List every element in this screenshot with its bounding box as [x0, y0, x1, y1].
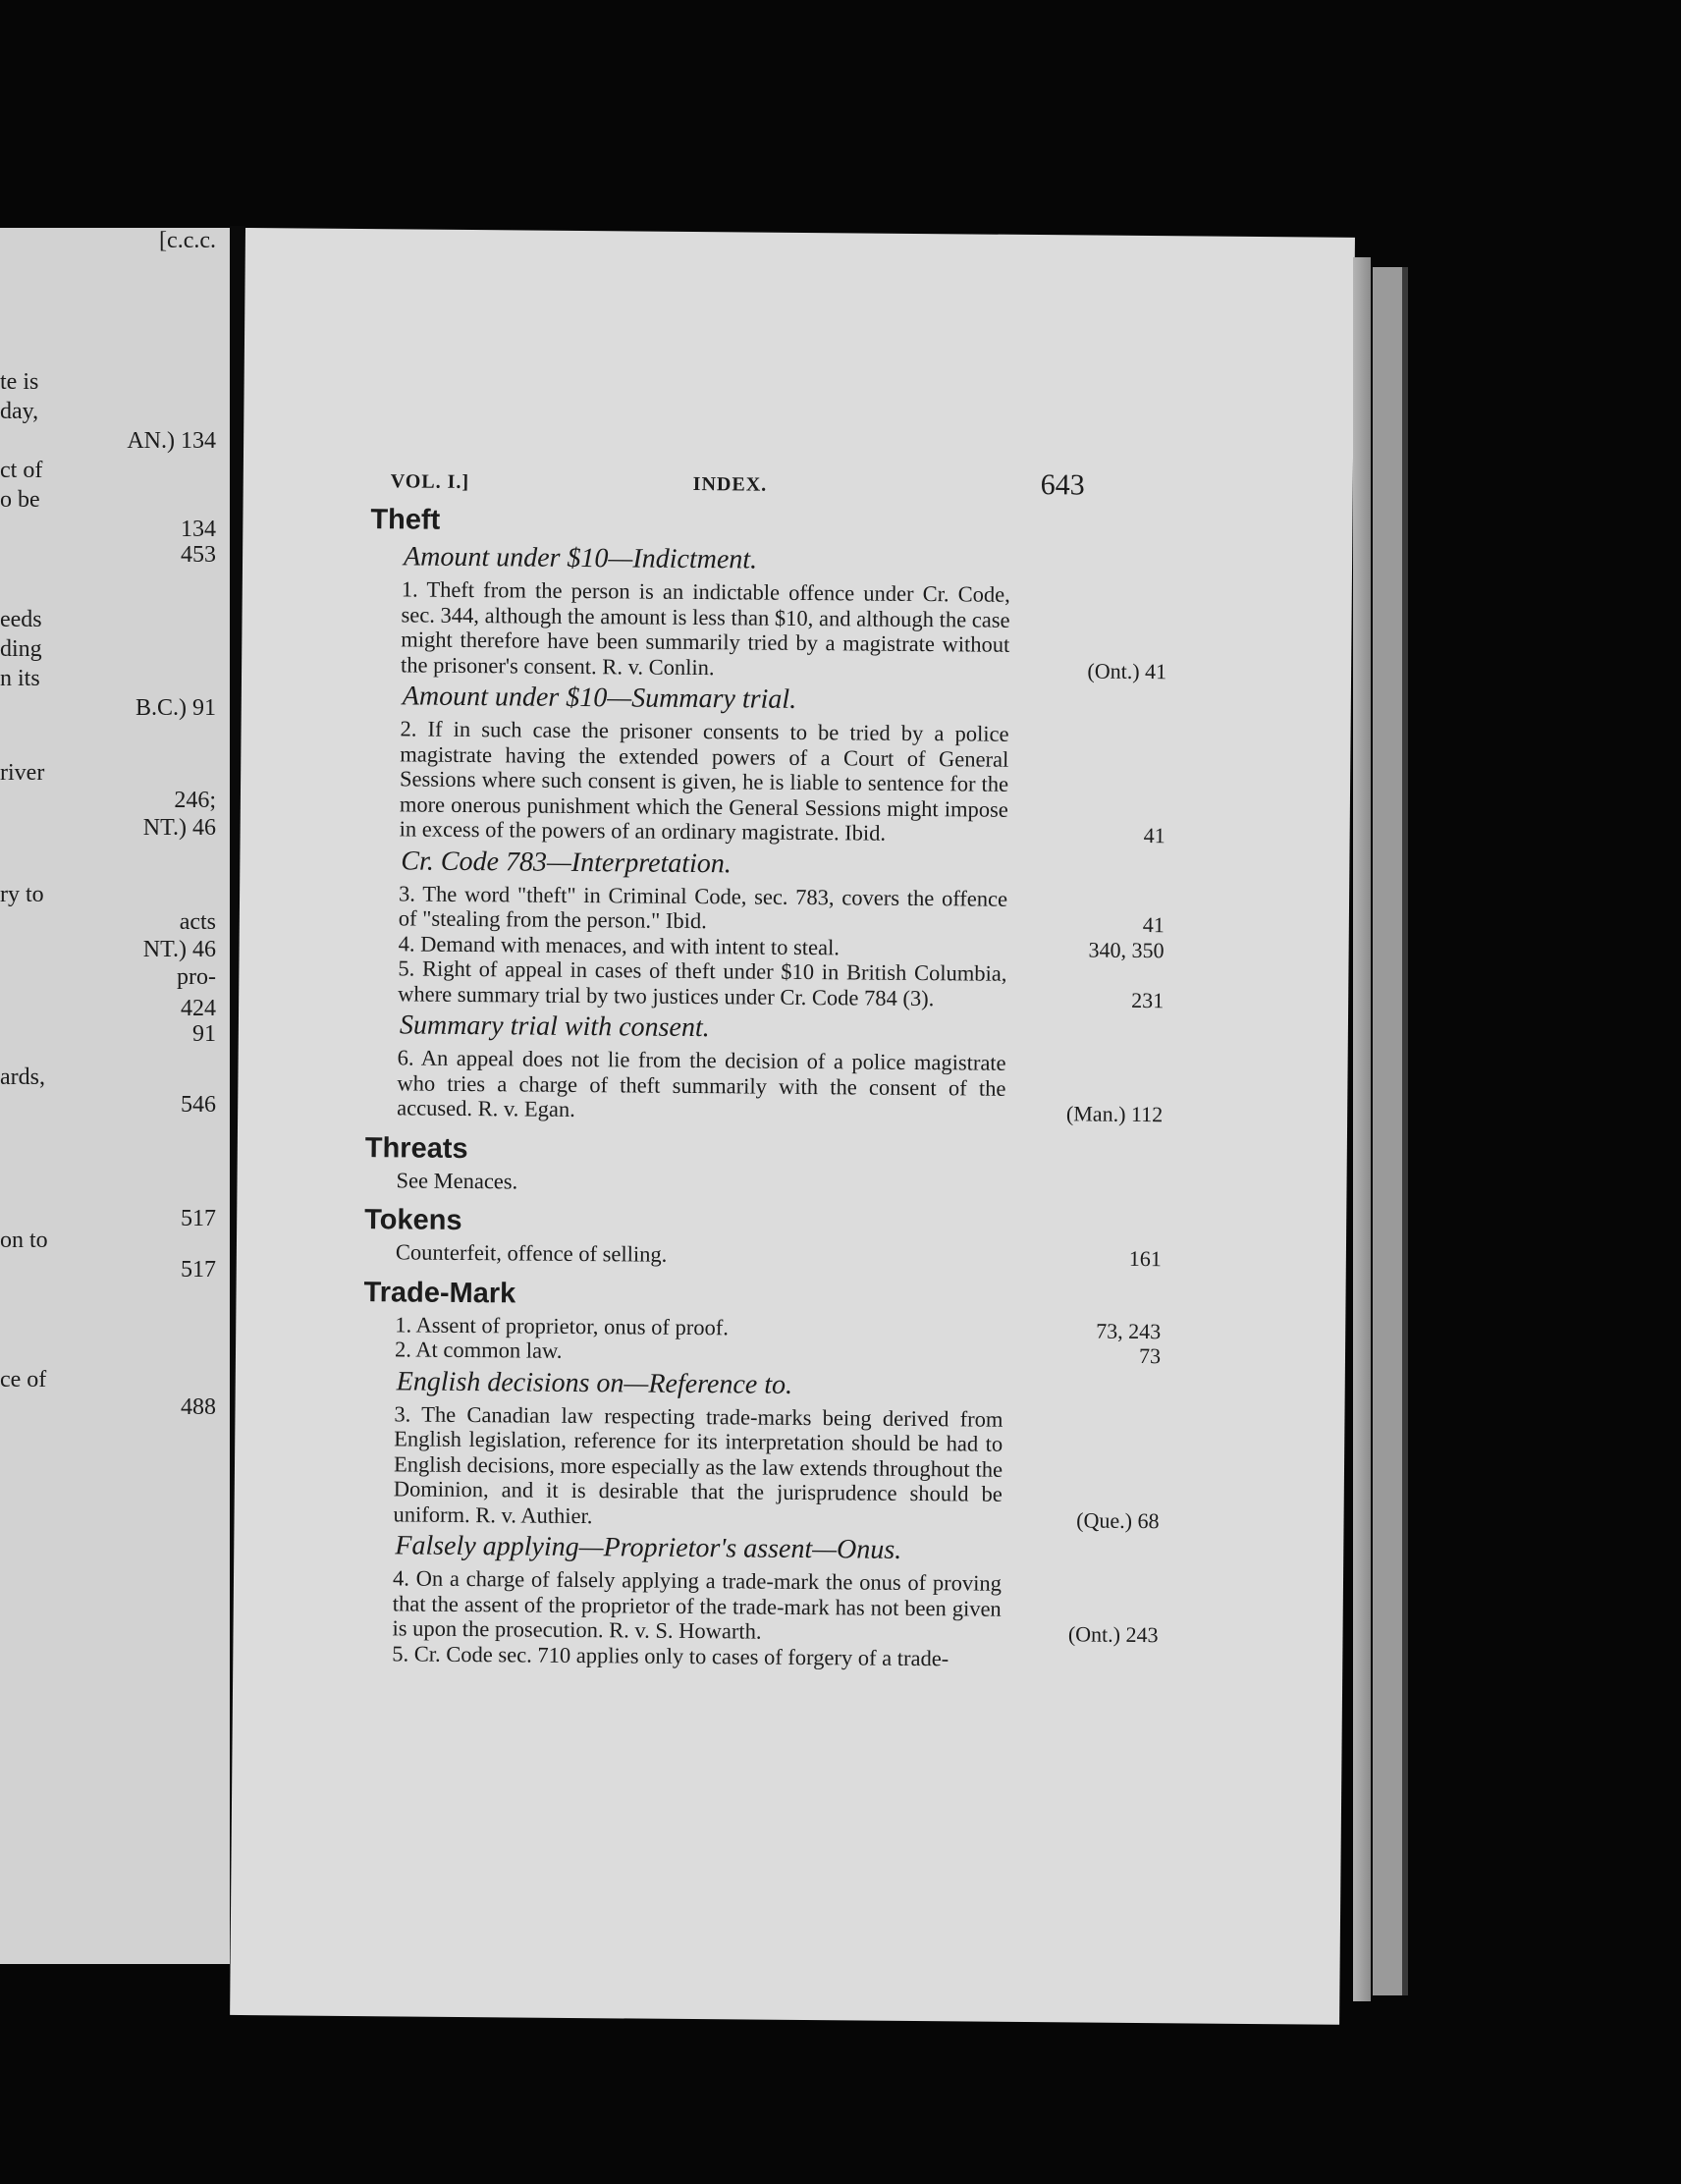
index-entry	[393, 1400, 1160, 1533]
page-reference: 41	[1142, 912, 1165, 938]
page-reference: (Que.) 68	[1076, 1506, 1160, 1533]
left-page-fragment: te is	[0, 369, 39, 395]
index-subheading: Cr. Code 783—Interpretation.	[401, 845, 732, 879]
volume-label: VOL. I.]	[390, 470, 470, 494]
index-subheading: Summary trial with consent.	[399, 1010, 710, 1044]
page-reference: 41	[1143, 823, 1166, 848]
page-edge-shadow	[1353, 257, 1371, 2001]
entry-text: Counterfeit, offence of selling.	[395, 1239, 668, 1267]
entry-text: 6. An appeal does not lie from the decision of a police magistrate who tries a charge of theft summarily with the consent of the accused. R. v. Egan.	[397, 1045, 1006, 1121]
entry-text: 1. Assent of proprietor, onus of proof.	[395, 1311, 730, 1339]
index-entry	[394, 1337, 1162, 1369]
entry-text: 4. Demand with menaces, and with intent to steal.	[398, 930, 840, 959]
left-page-fragment: 517	[181, 1257, 216, 1283]
index-heading: Theft	[370, 504, 441, 536]
page-number: 643	[1040, 468, 1085, 502]
left-page-fragment: NT.) 46	[142, 937, 216, 962]
left-page-fragment: 453	[181, 542, 216, 568]
left-page-fragment: day,	[0, 399, 39, 424]
index-entry	[392, 1565, 1159, 1648]
index-entry	[398, 880, 1165, 938]
page-reference: 73	[1138, 1342, 1162, 1369]
left-page	[0, 228, 230, 1964]
index-entry	[398, 956, 1165, 1012]
left-page-fragment: acts	[179, 909, 216, 935]
page-reference: 161	[1128, 1245, 1162, 1272]
left-page-fragment: river	[0, 760, 45, 786]
entry-text: 5. Right of appeal in cases of theft under $10 in British Columbia, where summary trial by two justices under Cr. Code 784 (3).	[398, 956, 1007, 1010]
index-subheading: Falsely applying—Proprietor's assent—Onus.	[395, 1530, 902, 1565]
page-reference: (Man.) 112	[1065, 1101, 1164, 1127]
page-reference: 340, 350	[1088, 937, 1165, 962]
page-reference: (Ont.) 41	[1087, 658, 1167, 683]
left-page-fragment: ards,	[0, 1065, 45, 1090]
left-page-fragment: [c.c.c.	[159, 228, 216, 253]
index-entry	[401, 576, 1167, 683]
page-reference: 231	[1131, 987, 1165, 1012]
index-subheading: English decisions on—Reference to.	[396, 1365, 793, 1400]
index-heading: Trade-Mark	[363, 1276, 516, 1309]
index-heading: Threats	[364, 1131, 468, 1165]
entry-text: 5. Cr. Code sec. 710 applies only to cases of forgery of a trade-	[392, 1640, 949, 1670]
left-page-fragment: ry to	[0, 882, 44, 907]
page-reference: (Ont.) 243	[1067, 1621, 1159, 1648]
index-subheading: Amount under $10—Summary trial.	[402, 681, 797, 715]
left-page-fragment: ct of	[0, 458, 43, 483]
index-title: INDEX.	[692, 472, 768, 496]
left-page-fragment: n its	[0, 666, 40, 691]
left-page-fragment: eeds	[0, 607, 42, 632]
book-edge	[1373, 267, 1408, 1995]
left-page-fragment: 134	[181, 517, 216, 542]
left-page-fragment: AN.) 134	[127, 428, 216, 454]
page-reference: 73, 243	[1096, 1318, 1162, 1343]
left-page-fragment: ce of	[0, 1367, 47, 1392]
right-page	[230, 228, 1355, 2025]
index-entry	[399, 716, 1166, 848]
index-entry	[395, 1239, 1162, 1272]
left-page-fragment: 424	[181, 996, 216, 1021]
entry-text: 2. If in such case the prisoner consents to be tried by a police magistrate having the extended powers of a Court of General Sessions where such consent is given, he is liable to sentence for the more onerous punishment which the General Sessions might impose in excess of the powers of an ordinary magistrate. Ibid.	[399, 716, 1009, 846]
left-page-fragment: NT.) 46	[142, 815, 216, 841]
left-page-fragment: 246;	[174, 788, 216, 813]
entry-text: 3. The Canadian law respecting trade-marks being derived from English legislation, reference for its interpretation should be had to English decisions, more especially as the law extends throughout the Dominion, and it is desirable that the jurisprudence should be uniform. R. v. Authier.	[393, 1400, 1003, 1528]
left-page-fragment: 546	[181, 1092, 216, 1118]
left-page-fragment: on to	[0, 1228, 48, 1253]
index-subheading: Amount under $10—Indictment.	[403, 541, 758, 575]
index-content	[363, 498, 1167, 1678]
entry-text: 3. The word "theft" in Criminal Code, sec. 783, covers the offence of "stealing from the person." Ibid.	[398, 880, 1008, 934]
index-entry	[396, 1168, 1004, 1198]
left-page-fragment: B.C.) 91	[135, 695, 216, 721]
index-entry	[392, 1641, 1001, 1671]
left-page-fragment: 488	[181, 1394, 216, 1420]
entry-text: 4. On a charge of falsely applying a trade-mark the onus of proving that the assent of the proprietor of the trade-mark has not been given is upon the prosecution. R. v. S. Howarth.	[392, 1565, 1003, 1644]
index-heading: Tokens	[364, 1204, 462, 1236]
entry-text: 2. At common law.	[394, 1337, 563, 1363]
left-page-fragment: ding	[0, 636, 42, 662]
entry-text: See Menaces.	[396, 1167, 518, 1193]
index-entry	[397, 1045, 1164, 1127]
left-page-fragment: o be	[0, 487, 40, 513]
left-page-fragment: pro-	[177, 964, 216, 990]
entry-text: 1. Theft from the person is an indictable offence under Cr. Code, sec. 344, although the amount is less than $10, and although the case might therefore have been summarily tried by a magistrate without the prisoner's consent. R. v. Conlin.	[401, 576, 1010, 680]
left-page-fragment: 517	[181, 1206, 216, 1231]
left-page-fragment: 91	[192, 1021, 216, 1047]
